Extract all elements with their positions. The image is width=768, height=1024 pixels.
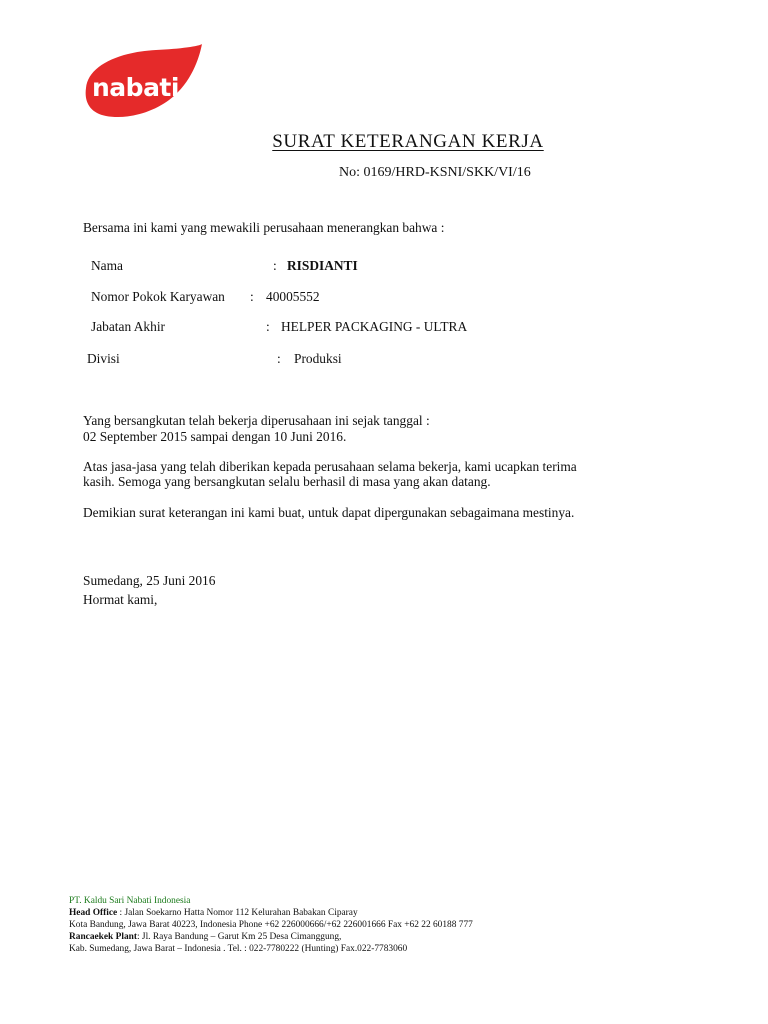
footer-plant-text: : Jl. Raya Bandung – Garut Km 25 Desa Cimanggung, xyxy=(136,932,342,942)
field-label-nama: Nama xyxy=(91,258,123,273)
paragraph-3: Demikian surat keterangan ini kami buat, untuk dapat dipergunakan sebagaimana mestinya. xyxy=(83,505,575,520)
paragraph-1-line-1: Yang bersangkutan telah bekerja diperusahaan ini sejak tanggal : xyxy=(83,413,430,428)
place-date: Sumedang, 25 Juni 2016 xyxy=(83,573,216,588)
paragraph-2-line-1: Atas jasa-jasa yang telah diberikan kepada perusahaan selama bekerja, kami ucapkan terima xyxy=(83,459,577,474)
document-number: No: 0169/HRD-KSNI/SKK/VI/16 xyxy=(339,165,531,180)
paragraph-2-line-2: kasih. Semoga yang bersangkutan selalu berhasil di masa yang akan datang. xyxy=(83,474,491,489)
field-value-divisi: Produksi xyxy=(294,351,342,366)
intro-text: Bersama ini kami yang mewakili perusahaan menerangkan bahwa : xyxy=(83,220,445,235)
footer-head-office xyxy=(69,908,358,920)
field-value-nama: RISDIANTI xyxy=(287,258,358,273)
footer-company: PT. Kaldu Sari Nabati Indonesia xyxy=(69,896,191,906)
footer-line-2: Kota Bandung, Jawa Barat 40223, Indonesia Phone +62 226000666/+62 226001666 Fax +62 22 60188 777 xyxy=(69,920,473,930)
footer-head-office-text: : Jalan Soekarno Hatta Nomor 112 Kelurahan Babakan Ciparay xyxy=(117,908,358,918)
footer-plant xyxy=(69,932,341,944)
field-value-jabatan: HELPER PACKAGING - ULTRA xyxy=(281,319,468,334)
field-sep-jabatan: : xyxy=(266,319,270,334)
field-label-nomor: Nomor Pokok Karyawan xyxy=(91,289,225,304)
field-label-divisi: Divisi xyxy=(87,351,120,366)
paragraph-1-line-2: 02 September 2015 sampai dengan 10 Juni 2016. xyxy=(83,429,347,444)
field-value-nomor: 40005552 xyxy=(266,289,320,304)
logo-wordmark: nabati xyxy=(92,73,179,102)
footer-line-4: Kab. Sumedang, Jawa Barat – Indonesia . Tel. : 022-7780222 (Hunting) Fax.022-7783060 xyxy=(69,944,408,954)
footer-head-office-label: Head Office xyxy=(69,908,118,918)
nabati-logo xyxy=(78,44,204,118)
field-sep-divisi: : xyxy=(277,351,281,366)
regards: Hormat kami, xyxy=(83,592,158,607)
footer-plant-label: Rancaekek Plant xyxy=(69,932,137,942)
field-label-jabatan: Jabatan Akhir xyxy=(91,319,166,334)
field-sep-nama: : xyxy=(273,258,277,273)
field-sep-nomor: : xyxy=(250,289,254,304)
document-title: SURAT KETERANGAN KERJA xyxy=(272,131,544,152)
